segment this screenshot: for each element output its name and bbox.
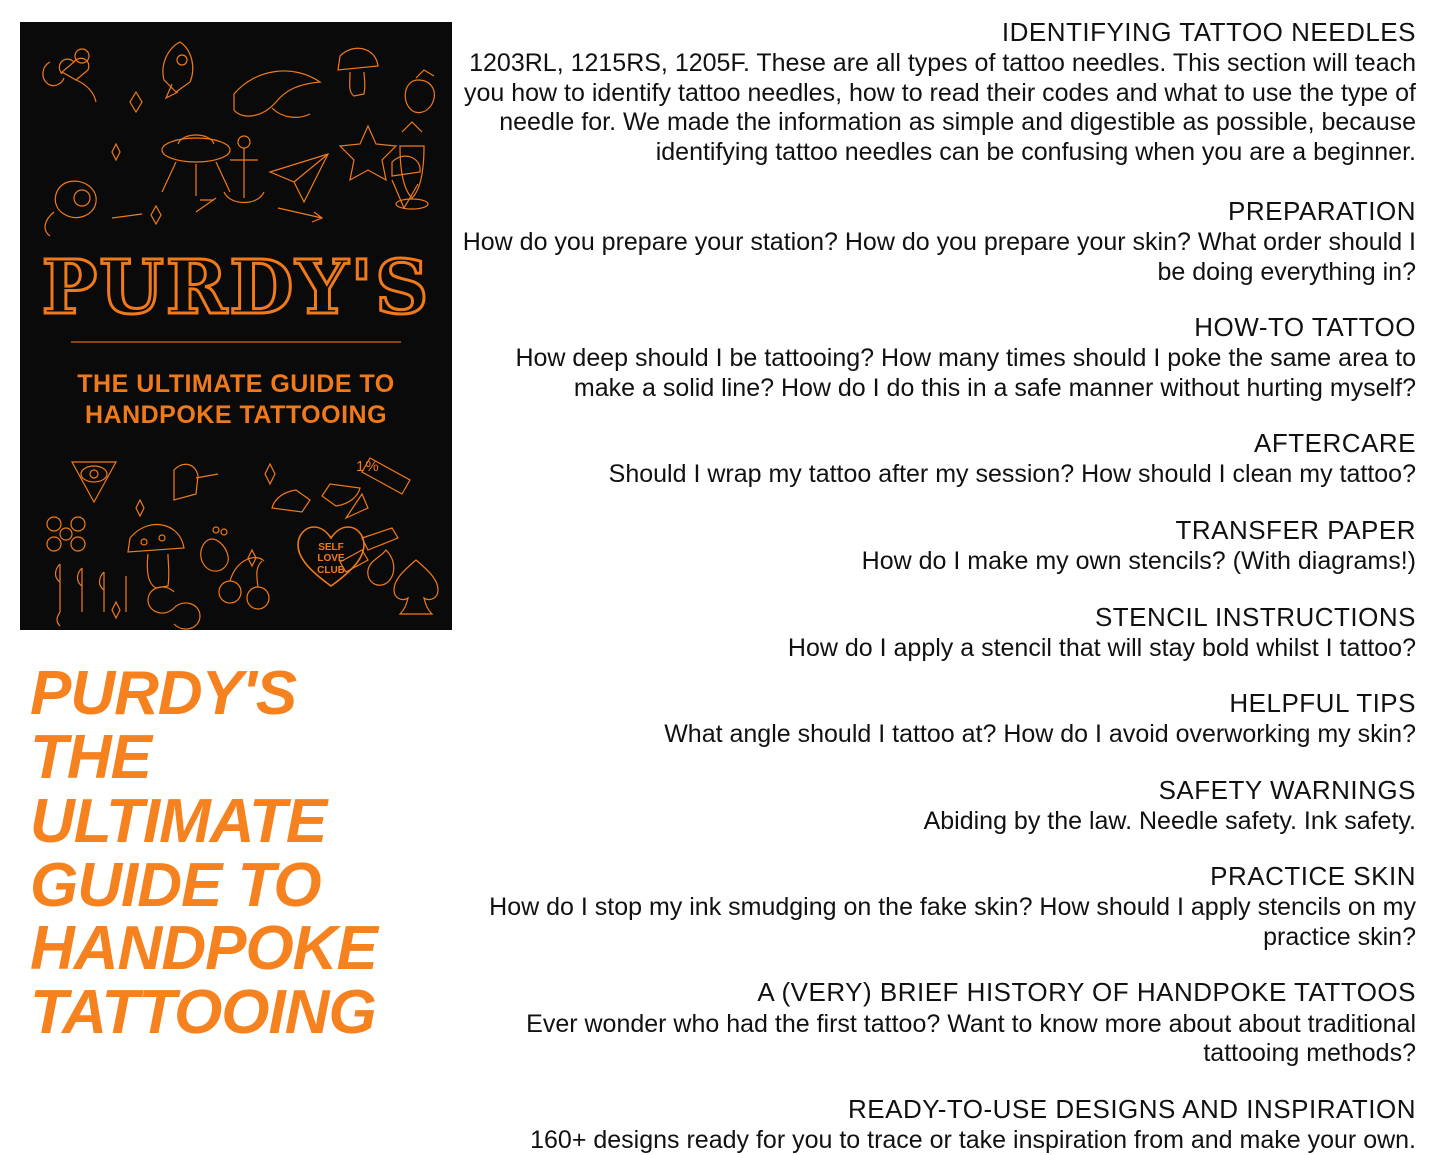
section-body: How do I apply a stencil that will stay bold whilst I tattoo? bbox=[787, 633, 1416, 662]
cover-wordmark: PURDY'S bbox=[41, 245, 431, 331]
section-heading: HOW-TO TATTOO bbox=[1194, 312, 1416, 343]
section-ready-to-use-designs bbox=[460, 1095, 1416, 1155]
headline-line-1: PURDY'S bbox=[30, 659, 297, 728]
cover-subtitle-line-1: THE ULTIMATE GUIDE TO bbox=[77, 370, 395, 398]
section-body: Should I wrap my tattoo after my session? How should I clean my tattoo? bbox=[608, 460, 1416, 489]
section-body: Ever wonder who had the first tattoo? Want to know more about about traditional tattooing methods? bbox=[526, 1009, 1416, 1068]
headline-line-5: HANDPOKE bbox=[30, 914, 377, 984]
self-love-club-text bbox=[317, 538, 345, 577]
cover-title-block bbox=[20, 237, 452, 430]
section-practice-skin bbox=[460, 862, 1416, 952]
cover-subtitle bbox=[20, 369, 452, 430]
section-heading: TRANSFER PAPER bbox=[1175, 514, 1416, 545]
headline-line-3: ULTIMATE bbox=[30, 786, 327, 856]
section-identifying-tattoo-needles bbox=[460, 18, 1416, 167]
book-cover-image bbox=[20, 22, 452, 630]
cover-subtitle-line-2: HANDPOKE TATTOOING bbox=[84, 400, 388, 429]
product-headline bbox=[30, 659, 450, 1048]
section-heading: PREPARATION bbox=[1227, 196, 1416, 227]
self-love-club-heart-icon bbox=[294, 522, 368, 592]
cover-flash-art-top bbox=[20, 22, 452, 237]
section-body: How deep should I be tattooing? How many times should I poke the same area to make a solid line? How do I do this in a safe manner without hurting myself? bbox=[515, 344, 1416, 402]
contents-list bbox=[460, 17, 1430, 1154]
section-body: How do you prepare your station? How do you prepare your skin? What order should I be doing everything in? bbox=[462, 228, 1416, 286]
section-body: How do I stop my ink smudging on the fake skin? How should I apply stencils on my practice skin? bbox=[489, 893, 1416, 951]
section-helpful-tips bbox=[460, 689, 1416, 750]
section-heading: AFTERCARE bbox=[1254, 428, 1416, 459]
section-how-to-tattoo bbox=[460, 313, 1416, 403]
heart-line-2: LOVE bbox=[317, 553, 345, 565]
cover-divider bbox=[71, 341, 401, 343]
headline-line-2: THE bbox=[30, 722, 151, 792]
section-heading: STENCIL INSTRUCTIONS bbox=[1094, 601, 1416, 632]
section-body: Abiding by the law. Needle safety. Ink safety. bbox=[923, 806, 1416, 835]
section-body: 160+ designs ready for you to trace or take inspiration from and make your own. bbox=[530, 1125, 1416, 1154]
section-heading: A (VERY) BRIEF HISTORY OF HANDPOKE TATTOOS bbox=[757, 977, 1416, 1008]
heart-line-3: CLUB bbox=[317, 564, 345, 576]
section-heading: SAFETY WARNINGS bbox=[1158, 774, 1416, 805]
section-aftercare bbox=[460, 429, 1416, 490]
cover-percent-mark: 1% bbox=[356, 458, 380, 475]
headline-line-4: GUIDE TO bbox=[30, 850, 321, 920]
section-preparation bbox=[460, 197, 1416, 287]
section-heading: IDENTIFYING TATTOO NEEDLES bbox=[1001, 17, 1416, 47]
section-body: What angle should I tattoo at? How do I avoid overworking my skin? bbox=[664, 720, 1416, 749]
section-body: 1203RL, 1215RS, 1205F. These are all types of tattoo needles. This section will teach you how to identify tattoo needles, how to read their codes and what to use the type of needle for. We made the information as simple and digestible as possible, because identifying tattoo needles can be confusing when you are a beginner. bbox=[463, 49, 1416, 166]
heart-line-1: SELF bbox=[318, 541, 344, 553]
section-heading: READY-TO-USE DESIGNS AND INSPIRATION bbox=[848, 1093, 1416, 1124]
section-safety-warnings bbox=[460, 776, 1416, 837]
left-column bbox=[0, 0, 460, 1143]
section-heading: PRACTICE SKIN bbox=[1210, 861, 1416, 892]
section-transfer-paper bbox=[460, 516, 1416, 577]
cover-flash-art-bottom bbox=[20, 442, 452, 630]
section-stencil-instructions bbox=[460, 603, 1416, 664]
section-history-of-handpoke-tattoos bbox=[460, 978, 1416, 1068]
section-heading: HELPFUL TIPS bbox=[1229, 688, 1416, 719]
section-body: How do I make my own stencils? (With diagrams!) bbox=[861, 547, 1416, 576]
headline-line-6: TATTOOING bbox=[30, 978, 376, 1048]
